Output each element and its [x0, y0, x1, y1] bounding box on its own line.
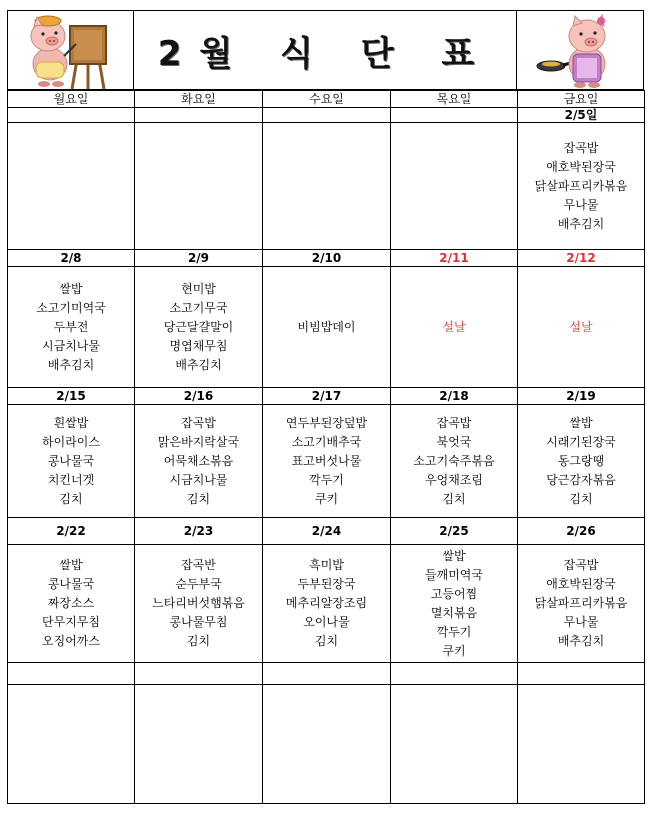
date-row: [8, 108, 645, 123]
menu-item: 잡곡밥: [181, 415, 216, 430]
menu-cell: [391, 267, 518, 388]
menu-item: 표고버섯나물: [291, 453, 362, 468]
menu-item: 연두부된장덮밥: [285, 415, 368, 430]
header-right-illustration: [517, 10, 644, 90]
menu-cell: [263, 123, 391, 250]
menu-item: 쌀밥: [442, 548, 466, 563]
date-row: [8, 518, 645, 545]
menu-item: 무나물: [563, 615, 599, 629]
menu-item: 쌀밥: [59, 558, 83, 572]
header: [7, 10, 644, 90]
menu-item: 소고기배추국: [291, 434, 362, 449]
menu-item: 김치: [59, 491, 83, 506]
menu-item: 메추리알장조림: [285, 596, 368, 610]
pig-cook-icon: [535, 12, 625, 90]
menu-item: 들깨미역국: [425, 567, 483, 582]
date-cell: 2/18: [391, 388, 518, 405]
date-row: [8, 388, 645, 405]
menu-row: [8, 123, 645, 250]
menu-item: 치킨너겟: [47, 472, 95, 487]
weekday-label: 수요일: [263, 91, 391, 108]
date-cell: [391, 663, 518, 685]
menu-item: 잡곡밥: [563, 558, 599, 572]
date-cell: 2/11: [391, 250, 518, 267]
date-cell: [8, 663, 135, 685]
menu-item: 당근달걀말이: [163, 319, 234, 334]
menu-cell: [8, 685, 135, 804]
menu-item: 소고기무국: [169, 300, 228, 315]
menu-item: 닭살파프리카볶음: [534, 596, 628, 610]
menu-item: 김치: [569, 491, 593, 506]
menu-row: [8, 267, 645, 388]
date-cell: [8, 108, 135, 123]
menu-cell: [135, 685, 263, 804]
menu-cell: [8, 545, 135, 663]
date-row: [8, 663, 645, 685]
menu-row: [8, 545, 645, 663]
date-cell: [263, 108, 391, 123]
menu-table: [7, 90, 645, 804]
menu-row: [8, 405, 645, 518]
menu-item: 잡곡밥: [563, 140, 599, 155]
menu-item: 오징어까스: [42, 634, 100, 648]
menu-item: 오이나물: [303, 615, 350, 629]
menu-cell: [518, 685, 645, 804]
menu-item: 김치: [186, 634, 211, 648]
menu-cell: [391, 685, 518, 804]
menu-item: 쿠키: [314, 491, 339, 506]
date-cell: 2/17: [263, 388, 391, 405]
menu-item: 쌀밥: [59, 281, 83, 296]
menu-item: 배추김치: [175, 357, 222, 372]
menu-cell: [8, 123, 135, 250]
date-cell: 2/22: [8, 518, 135, 545]
weekday-header-row: [8, 91, 645, 108]
menu-cell: [518, 545, 645, 663]
menu-item: 당근감자볶음: [546, 472, 616, 487]
menu-item: 무나물: [563, 197, 599, 212]
weekday-label: 금요일: [518, 91, 645, 108]
date-cell: [391, 108, 518, 123]
date-cell: 2/5일: [518, 108, 645, 123]
menu-item: 닭살파프리카볶음: [534, 178, 628, 193]
date-cell: 2/9: [135, 250, 263, 267]
menu-item: 흰쌀밥: [53, 415, 89, 430]
date-row: [8, 250, 645, 267]
menu-item: 하이라이스: [42, 434, 100, 449]
menu-item: 콩나물무침: [169, 615, 228, 629]
menu-item: 애호박된장국: [546, 577, 616, 591]
date-cell: 2/24: [263, 518, 391, 545]
menu-cell: [135, 123, 263, 250]
date-cell: 2/8: [8, 250, 135, 267]
menu-item: 콩나물국: [47, 577, 95, 591]
date-cell: 2/12: [518, 250, 645, 267]
menu-item: 어묵채소볶음: [163, 453, 234, 468]
date-cell: 2/10: [263, 250, 391, 267]
menu-item: 흑미밥: [309, 558, 344, 572]
menu-item: 소고기미역국: [36, 300, 106, 315]
menu-cell: [391, 405, 518, 518]
menu-item: 김치: [442, 491, 466, 506]
menu-cell: [135, 405, 263, 518]
menu-item: 소고기숙주볶음: [413, 453, 495, 468]
date-cell: 2/15: [8, 388, 135, 405]
menu-item: 맑은바지락살국: [157, 434, 240, 449]
menu-cell: [8, 405, 135, 518]
menu-item: 시래기된장국: [546, 434, 616, 449]
date-cell: 2/25: [391, 518, 518, 545]
date-cell: 2/19: [518, 388, 645, 405]
menu-item: 잡곡밥: [436, 415, 472, 430]
menu-item: 멸치볶음: [430, 605, 478, 620]
date-cell: 2/23: [135, 518, 263, 545]
menu-item: 쌀밥: [569, 415, 593, 430]
menu-item: 우엉채조림: [425, 472, 483, 487]
menu-item: 김치: [314, 634, 339, 648]
menu-item: 비빔밥데이: [297, 319, 356, 334]
menu-item: 느타리버섯햄볶음: [152, 596, 245, 610]
menu-item: 두부된장국: [297, 577, 356, 591]
menu-cell: [391, 545, 518, 663]
menu-item: 고등어찜: [430, 586, 478, 601]
menu-row: [8, 685, 645, 804]
date-cell: [518, 663, 645, 685]
pig-painter-icon: [22, 12, 112, 90]
menu-cell: [391, 123, 518, 250]
menu-cell: [263, 685, 391, 804]
weekday-label: 월요일: [8, 91, 135, 108]
date-cell: [135, 108, 263, 123]
menu-item: 배추김치: [557, 634, 605, 648]
menu-cell: [518, 267, 645, 388]
menu-item: 순두부국: [175, 577, 222, 591]
menu-item: 시금치나물: [42, 338, 100, 353]
menu-item: 콩나물국: [47, 453, 95, 468]
menu-item: 잡곡반: [181, 558, 216, 572]
menu-item: 쿠키: [442, 643, 466, 658]
menu-cell: [263, 545, 391, 663]
page-title: 2월 식 단 표: [134, 10, 517, 90]
menu-item: 짜장소스: [47, 596, 95, 610]
menu-item: 현미밥: [181, 281, 216, 296]
menu-item: 시금치나물: [169, 472, 228, 487]
menu-item: 북엇국: [436, 434, 472, 449]
menu-cell: [518, 405, 645, 518]
date-cell: 2/26: [518, 518, 645, 545]
date-cell: [135, 663, 263, 685]
menu-item: 설날: [569, 319, 593, 334]
weekday-label: 목요일: [391, 91, 518, 108]
date-cell: [263, 663, 391, 685]
menu-cell: [263, 405, 391, 518]
menu-item: 배추김치: [47, 357, 95, 372]
menu-item: 애호박된장국: [546, 159, 616, 174]
menu-item: 단무지무침: [42, 615, 100, 629]
menu-item: 동그랑땡: [557, 453, 605, 468]
menu-item: 명엽채무침: [169, 338, 228, 353]
header-left-illustration: [7, 10, 134, 90]
menu-cell: [518, 123, 645, 250]
menu-cell: [135, 267, 263, 388]
menu-item: 깍두기: [436, 624, 472, 639]
menu-item: 김치: [186, 491, 211, 506]
date-cell: 2/16: [135, 388, 263, 405]
menu-item: 두부전: [53, 319, 89, 334]
menu-cell: [8, 267, 135, 388]
weekday-label: 화요일: [135, 91, 263, 108]
menu-item: 깍두기: [309, 472, 344, 487]
menu-item: 설날: [442, 319, 466, 334]
menu-cell: [263, 267, 391, 388]
menu-item: 배추김치: [557, 216, 605, 231]
menu-cell: [135, 545, 263, 663]
